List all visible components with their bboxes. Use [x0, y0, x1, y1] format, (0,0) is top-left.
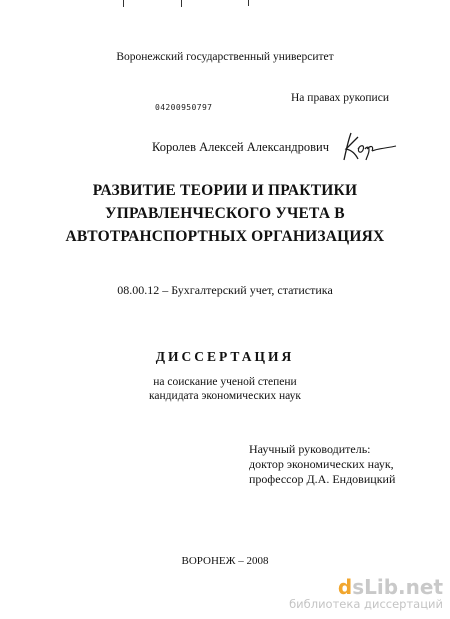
- supervisor-block: [249, 442, 395, 487]
- title-line: УПРАВЛЕНЧЕСКОГО УЧЕТА В: [105, 205, 345, 222]
- dslib-watermark[interactable]: [283, 575, 443, 611]
- degree-line: кандидата экономических наук: [149, 390, 301, 402]
- degree-statement: [0, 375, 450, 403]
- university-name: Воронежский государственный университет: [116, 51, 334, 63]
- title-line: АВТОТРАНСПОРТНЫХ ОРГАНИЗАЦИЯХ: [65, 228, 385, 245]
- supervisor-line: профессор Д.А. Ендовицкий: [249, 472, 396, 486]
- supervisor-line: Научный руководитель:: [249, 442, 371, 456]
- watermark-caption: библиотека диссертаций: [289, 597, 443, 611]
- scan-mark: [181, 0, 182, 7]
- watermark-logo: [283, 575, 443, 599]
- dissertation-title: [0, 179, 450, 248]
- watermark-logo-letter: d: [337, 575, 353, 599]
- supervisor-line: доктор экономических наук,: [249, 457, 394, 471]
- degree-line: на соискание ученой степени: [153, 376, 297, 388]
- scan-mark: [248, 0, 249, 6]
- rights-note: На правах рукописи: [291, 92, 389, 104]
- author-name: Королев Алексей Александрович: [152, 140, 330, 154]
- author-signature: [336, 129, 398, 170]
- title-line: РАЗВИТИЕ ТЕОРИИ И ПРАКТИКИ: [92, 182, 358, 199]
- city-year: ВОРОНЕЖ – 2008: [181, 555, 269, 567]
- scan-mark: [123, 0, 124, 7]
- document-type: ДИССЕРТАЦИЯ: [155, 349, 295, 364]
- watermark-logo-text: sLib.net: [352, 575, 443, 599]
- specialty: 08.00.12 – Бухгалтерский учет, статистика: [117, 283, 333, 297]
- registration-number: 04200950797: [155, 103, 213, 112]
